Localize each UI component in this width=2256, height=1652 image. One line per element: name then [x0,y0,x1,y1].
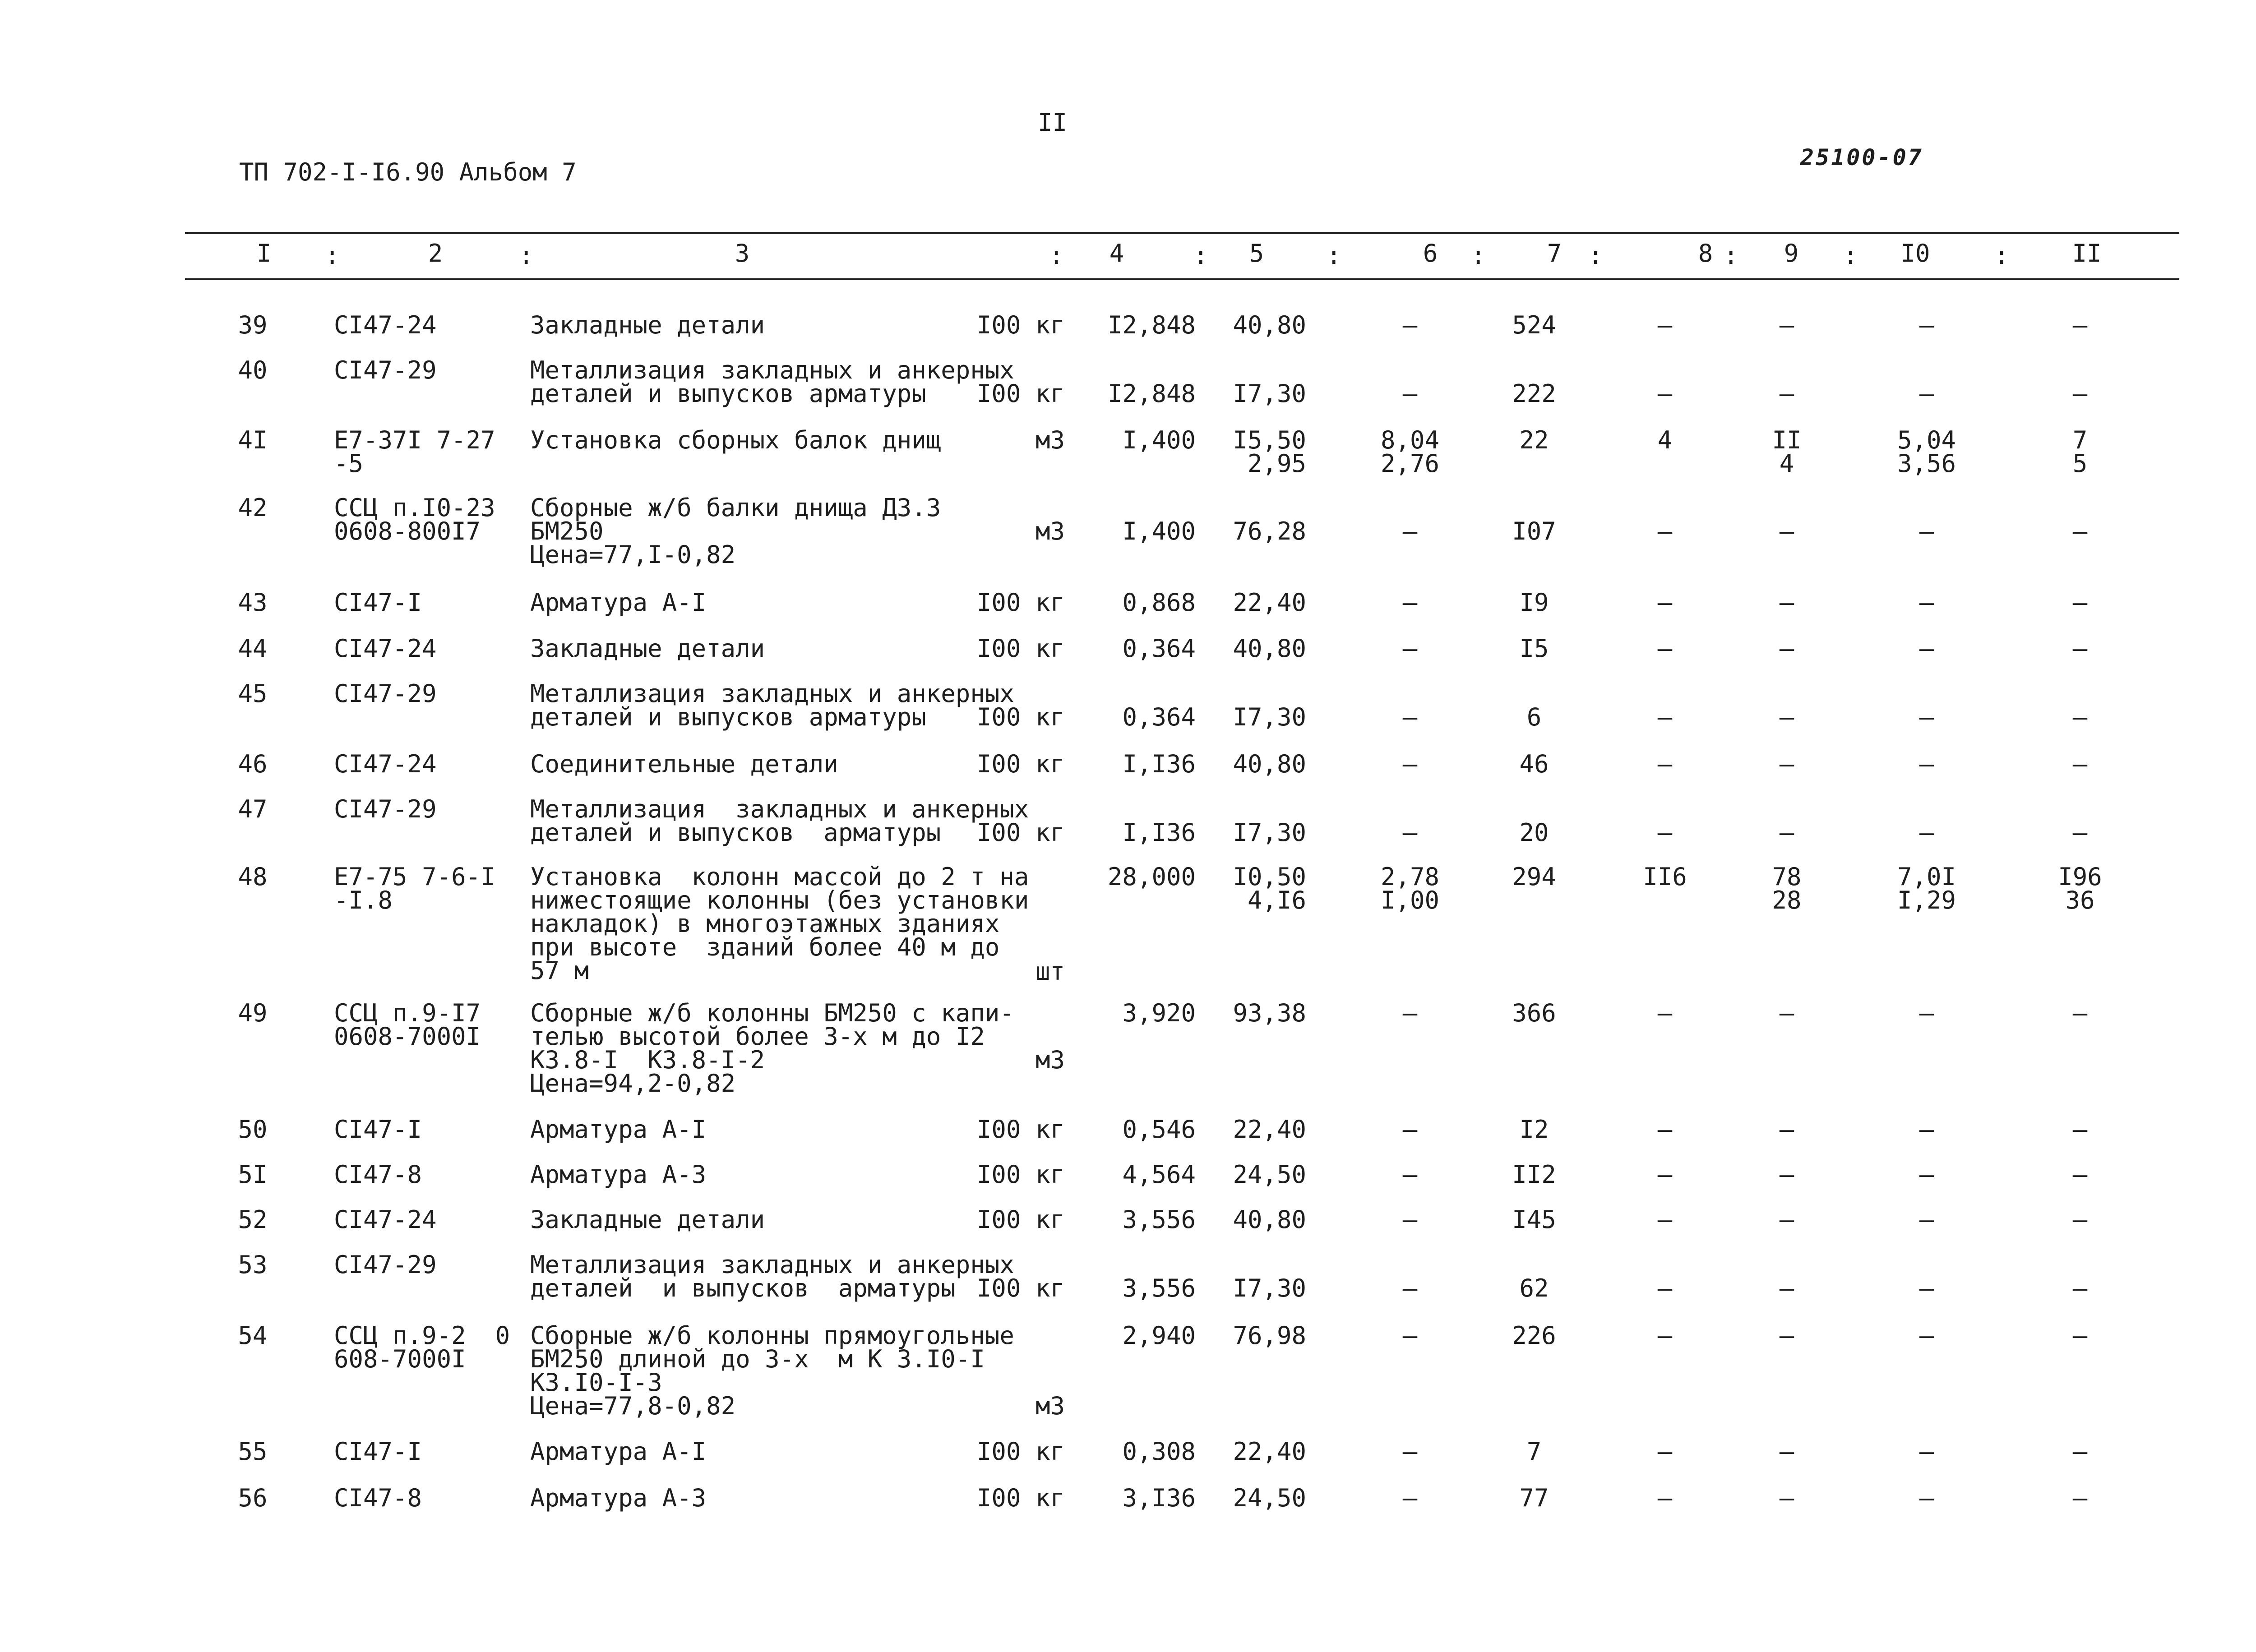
row-code: ССЦ п.I0-23 0608-800I7 [334,494,495,545]
row-col10: – [1919,588,1934,617]
row-col7: 7 [1526,1437,1542,1466]
row-col7: I2 [1519,1115,1549,1144]
row-col11: – [2072,1160,2088,1189]
row-col8: – [1657,1437,1673,1466]
row-col11: – [2072,1115,2088,1144]
row-unit: I00 кг [976,379,1065,408]
row-col10: – [1919,1484,1934,1512]
row-col5: 40,80 [1233,1205,1306,1234]
row-unit: I00 кг [976,1160,1065,1189]
column-header: 9 [1784,239,1799,268]
row-code: CI47-29 [334,1251,437,1279]
row-code: E7-37I 7-27 -5 [334,426,495,478]
row-col5: I7,30 [1233,1274,1306,1302]
row-col6: – [1402,379,1418,408]
column-header: II [2072,239,2102,268]
row-col7: II2 [1512,1160,1556,1189]
row-code: CI47-29 [334,795,437,823]
row-description: Металлизация закладных и анкерных деталей и выпусков арматуры [530,356,1014,408]
column-header: 6 [1423,239,1438,268]
row-col6: – [1402,1437,1418,1466]
row-col7: I9 [1519,588,1549,617]
column-separator: : [1843,241,1858,270]
row-description: Металлизация закладных и анкерных деталей и выпусков арматуры [530,795,1029,847]
row-code: ССЦ п.9-2 0 608-7000I [334,1321,510,1373]
row-col10: – [1919,999,1934,1027]
row-col11: – [2072,1484,2088,1512]
row-number: 45 [238,679,268,708]
column-separator: : [325,241,340,270]
row-quantity: I,400 [1122,426,1196,454]
row-code: CI47-24 [334,1205,437,1234]
column-separator: : [519,241,534,270]
row-description: Металлизация закладных и анкерных деталей и выпусков арматуры [530,1251,1014,1302]
row-col11: – [2072,818,2088,847]
row-quantity: I,I36 [1122,750,1196,778]
row-col5: I7,30 [1233,379,1306,408]
row-col9: – [1779,1321,1794,1350]
row-unit: м3 [1035,1046,1065,1074]
row-quantity: I2,848 [1107,379,1196,408]
row-col11: – [2072,517,2088,545]
row-col5: 22,40 [1233,588,1306,617]
row-col6: – [1402,517,1418,545]
column-header: 4 [1109,239,1124,268]
row-quantity: I2,848 [1107,311,1196,339]
row-quantity: 0,364 [1122,634,1196,663]
row-description: Закладные детали [530,634,765,663]
row-code: CI47-8 [334,1160,422,1189]
row-description: Закладные детали [530,1205,765,1234]
row-col8: – [1657,1274,1673,1302]
row-number: 55 [238,1437,268,1466]
row-col7: 22 [1519,426,1549,454]
row-description: Закладные детали [530,311,765,339]
column-header: 8 [1698,239,1713,268]
row-code: CI47-24 [334,311,437,339]
column-separator: : [1724,241,1738,270]
row-quantity: 3,556 [1122,1205,1196,1234]
row-quantity: 0,308 [1122,1437,1196,1466]
row-quantity: I,I36 [1122,818,1196,847]
row-col8: – [1657,1115,1673,1144]
row-col10: – [1919,750,1934,778]
row-col6: – [1402,1160,1418,1189]
column-header: 5 [1249,239,1264,268]
row-col10: – [1919,703,1934,731]
row-col7: 62 [1519,1274,1549,1302]
row-description: Соединительные детали [530,750,838,778]
row-col5: I5,50 2,95 [1233,426,1306,478]
row-col5: 93,38 [1233,999,1306,1027]
row-number: 42 [238,494,268,522]
row-col9: – [1779,634,1794,663]
row-col10: – [1919,379,1934,408]
column-separator: : [1471,241,1486,270]
row-col9: 78 28 [1772,863,1802,914]
row-col11: – [2072,1321,2088,1350]
row-col5: 22,40 [1233,1437,1306,1466]
row-col7: I07 [1512,517,1556,545]
row-col9: – [1779,588,1794,617]
row-col8: – [1657,634,1673,663]
column-separator: : [1588,241,1603,270]
row-col9: – [1779,517,1794,545]
row-code: CI47-8 [334,1484,422,1512]
row-col5: I0,50 4,I6 [1233,863,1306,914]
row-unit: I00 кг [976,1484,1065,1512]
row-col7: 366 [1512,999,1556,1027]
row-number: 50 [238,1115,268,1144]
row-col11: I96 36 [2058,863,2102,914]
row-col5: 24,50 [1233,1160,1306,1189]
column-separator: : [1049,241,1064,270]
row-col11: – [2072,634,2088,663]
row-quantity: 0,868 [1122,588,1196,617]
row-unit: I00 кг [976,1205,1065,1234]
row-col6: 8,04 2,76 [1380,426,1440,478]
row-number: 47 [238,795,268,823]
row-quantity: 0,364 [1122,703,1196,731]
row-col9: – [1779,750,1794,778]
row-col6: – [1402,634,1418,663]
row-col10: – [1919,1321,1934,1350]
row-description: Арматура А-3 [530,1484,707,1512]
row-col5: 40,80 [1233,311,1306,339]
row-description: Сборные ж/б балки днища Д3.3 БМ250 Цена=77,I-0,82 [530,494,941,569]
row-col5: I7,30 [1233,703,1306,731]
row-col8: – [1657,818,1673,847]
row-quantity: 3,556 [1122,1274,1196,1302]
row-col9: II 4 [1772,426,1802,478]
row-col11: – [2072,1437,2088,1466]
row-col10: 5,04 3,56 [1897,426,1956,478]
row-code: CI47-29 [334,679,437,708]
row-col9: – [1779,311,1794,339]
row-unit: м3 [1035,426,1065,454]
row-code: CI47-I [334,1437,422,1466]
document-stamp: 25100-07 [1800,144,1923,171]
row-col10: 7,0I I,29 [1897,863,1956,914]
row-col11: – [2072,379,2088,408]
column-separator: : [1193,241,1208,270]
row-col6: – [1402,588,1418,617]
row-description: Металлизация закладных и анкерных деталей и выпусков арматуры [530,679,1014,731]
row-number: 43 [238,588,268,617]
row-col10: – [1919,1205,1934,1234]
table-top-rule [185,232,2179,234]
row-description: Установка колонн массой до 2 т на нижестоящие колонны (без установки накладок) в многоэтажных зданиях при высоте зданий более 40 м до 57 м [530,863,1029,985]
row-quantity: 2,940 [1122,1321,1196,1350]
row-col7: 524 [1512,311,1556,339]
row-col9: – [1779,999,1794,1027]
row-col5: I7,30 [1233,818,1306,847]
row-unit: I00 кг [976,1115,1065,1144]
row-unit: I00 кг [976,818,1065,847]
row-col8: – [1657,1160,1673,1189]
row-code: CI47-29 [334,356,437,384]
row-col9: – [1779,1115,1794,1144]
row-col9: – [1779,1437,1794,1466]
row-col10: – [1919,634,1934,663]
row-description: Установка сборных балок днищ [530,426,941,454]
row-col6: – [1402,750,1418,778]
column-header: 7 [1547,239,1562,268]
row-unit: I00 кг [976,1274,1065,1302]
row-col8: – [1657,999,1673,1027]
row-col6: – [1402,703,1418,731]
row-unit: I00 кг [976,634,1065,663]
row-col6: – [1402,311,1418,339]
row-col5: 22,40 [1233,1115,1306,1144]
row-col10: – [1919,1274,1934,1302]
row-unit: I00 кг [976,750,1065,778]
row-col11: – [2072,750,2088,778]
row-description: Арматура А-3 [530,1160,707,1189]
row-col9: – [1779,818,1794,847]
column-separator: : [1994,241,2009,270]
row-code: E7-75 7-6-I -I.8 [334,863,495,914]
row-col8: – [1657,750,1673,778]
row-col11: – [2072,311,2088,339]
document-code: ТП 702-I-I6.90 Альбом 7 [239,158,577,186]
row-code: CI47-24 [334,750,437,778]
row-quantity: I,400 [1122,517,1196,545]
row-col11: 7 5 [2072,426,2088,478]
row-col10: – [1919,818,1934,847]
row-number: 46 [238,750,268,778]
row-col8: – [1657,1484,1673,1512]
row-number: 48 [238,863,268,891]
row-number: 4I [238,426,268,454]
row-col8: II6 [1643,863,1687,891]
row-code: CI47-I [334,588,422,617]
row-col10: – [1919,1115,1934,1144]
row-description: Арматура А-I [530,1115,707,1144]
row-col8: – [1657,588,1673,617]
column-header: I [256,239,272,268]
row-description: Арматура А-I [530,1437,707,1466]
row-col7: 226 [1512,1321,1556,1350]
row-col8: 4 [1657,426,1673,454]
row-col8: – [1657,517,1673,545]
row-col8: – [1657,1321,1673,1350]
row-number: 56 [238,1484,268,1512]
row-unit: м3 [1035,517,1065,545]
row-col6: – [1402,1115,1418,1144]
row-col6: – [1402,818,1418,847]
row-col5: 76,98 [1233,1321,1306,1350]
row-code: CI47-I [334,1115,422,1144]
row-unit: м3 [1035,1392,1065,1420]
row-number: 49 [238,999,268,1027]
row-col8: – [1657,703,1673,731]
row-number: 40 [238,356,268,384]
row-col10: – [1919,1160,1934,1189]
row-col6: – [1402,1321,1418,1350]
table-header-rule [185,278,2179,280]
column-header: 2 [428,239,443,268]
row-col5: 76,28 [1233,517,1306,545]
row-col9: – [1779,1484,1794,1512]
row-col11: – [2072,999,2088,1027]
row-col8: – [1657,1205,1673,1234]
row-number: 52 [238,1205,268,1234]
row-quantity: 3,I36 [1122,1484,1196,1512]
row-col8: – [1657,311,1673,339]
row-col7: 46 [1519,750,1549,778]
row-col6: – [1402,1484,1418,1512]
row-col11: – [2072,1205,2088,1234]
row-col7: 77 [1519,1484,1549,1512]
row-number: 54 [238,1321,268,1350]
row-col7: I45 [1512,1205,1556,1234]
row-col8: – [1657,379,1673,408]
row-col6: – [1402,999,1418,1027]
row-col7: I5 [1519,634,1549,663]
row-col9: – [1779,1160,1794,1189]
row-quantity: 4,564 [1122,1160,1196,1189]
row-number: 53 [238,1251,268,1279]
row-unit: шт [1035,957,1065,986]
page-number: II [1038,108,1068,137]
row-col5: 40,80 [1233,750,1306,778]
row-col7: 20 [1519,818,1549,847]
row-col10: – [1919,311,1934,339]
row-col10: – [1919,517,1934,545]
row-col7: 222 [1512,379,1556,408]
row-unit: I00 кг [976,703,1065,731]
row-col5: 24,50 [1233,1484,1306,1512]
row-col9: – [1779,379,1794,408]
row-unit: I00 кг [976,1437,1065,1466]
row-col5: 40,80 [1233,634,1306,663]
row-description: Арматура А-I [530,588,707,617]
row-quantity: 0,546 [1122,1115,1196,1144]
row-code: ССЦ п.9-I7 0608-7000I [334,999,481,1051]
column-header: I0 [1900,239,1930,268]
row-col6: 2,78 I,00 [1380,863,1440,914]
row-number: 39 [238,311,268,339]
row-col11: – [2072,588,2088,617]
row-col11: – [2072,1274,2088,1302]
row-col10: – [1919,1437,1934,1466]
row-col11: – [2072,703,2088,731]
row-col6: – [1402,1274,1418,1302]
row-col9: – [1779,703,1794,731]
row-unit: I00 кг [976,311,1065,339]
row-col9: – [1779,1205,1794,1234]
row-number: 5I [238,1160,268,1189]
row-description: Сборные ж/б колонны прямоугольные БМ250 длиной до 3-х м К 3.I0-I К3.I0-I-3 Цена=77,8-0,82 [530,1321,1014,1420]
row-quantity: 3,920 [1122,999,1196,1027]
row-col7: 294 [1512,863,1556,891]
row-code: CI47-24 [334,634,437,663]
row-col9: – [1779,1274,1794,1302]
row-number: 44 [238,634,268,663]
row-quantity: 28,000 [1107,863,1196,891]
row-col7: 6 [1526,703,1542,731]
row-col6: – [1402,1205,1418,1234]
row-description: Сборные ж/б колонны БМ250 с капи- телью высотой более 3-х м до I2 К3.8-I К3.8-I-2 Цена=94,2-0,82 [530,999,1014,1098]
column-header: 3 [735,239,750,268]
column-separator: : [1327,241,1341,270]
row-unit: I00 кг [976,588,1065,617]
